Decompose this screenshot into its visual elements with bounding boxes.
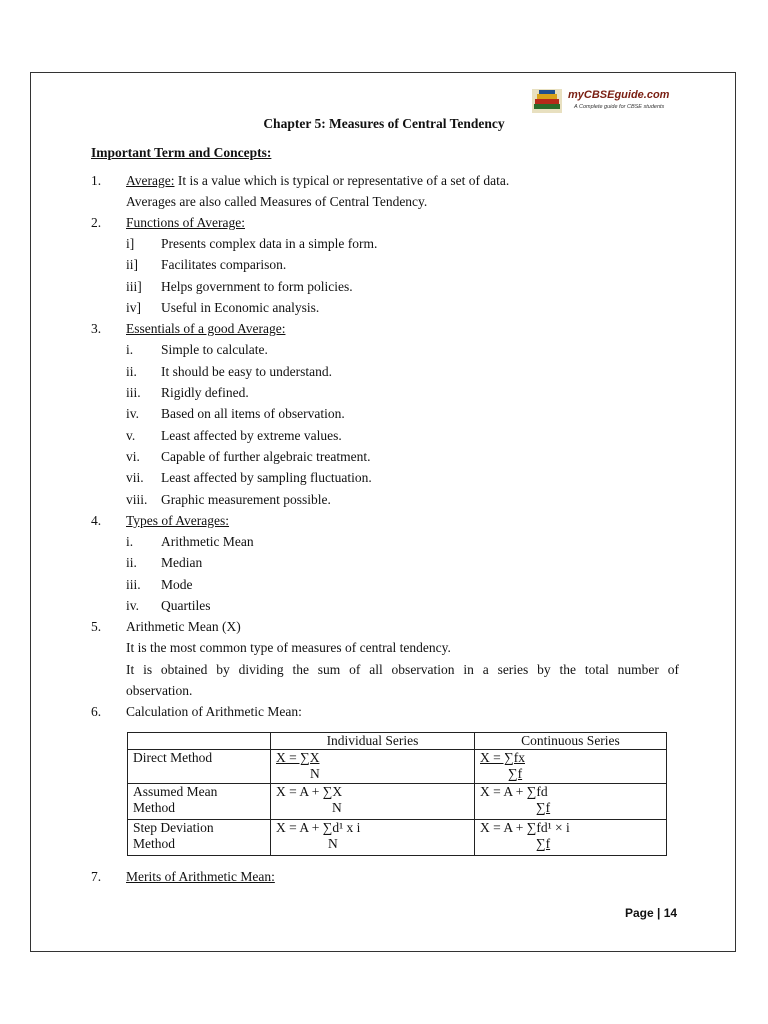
paragraph-line: It is the most common type of measures of central tendency.	[126, 640, 451, 655]
formula-denominator: ∑f	[508, 766, 523, 781]
formula-cell	[475, 784, 667, 820]
sub-item: Capable of further algebraic treatment.	[161, 449, 371, 464]
sub-item: Useful in Economic analysis.	[161, 300, 320, 315]
table-row	[128, 784, 667, 820]
sub-item: Based on all items of observation.	[161, 406, 345, 421]
table-header-cell: Individual Series	[271, 733, 475, 750]
sub-item: Facilitates comparison.	[161, 257, 287, 272]
brand-logo	[530, 86, 680, 116]
sub-marker: iii.	[126, 385, 141, 400]
sub-marker: ii]	[126, 257, 138, 272]
sub-marker: i]	[126, 236, 135, 251]
sub-marker: iv.	[126, 406, 139, 421]
sub-marker: iii.	[126, 577, 141, 592]
paragraph-line: observation.	[126, 683, 193, 698]
item-label: Calculation of Arithmetic Mean:	[126, 704, 302, 719]
formula-cell	[271, 820, 475, 856]
table-row	[128, 750, 667, 784]
sub-item: Mode	[161, 577, 193, 592]
formula-numerator: X = A + ∑fd	[480, 784, 548, 799]
formula-numerator: X = ∑X	[276, 750, 320, 765]
paragraph-line: It is obtained by dividing the sum of all observation in a series by the total number of	[126, 662, 679, 677]
formula-numerator: X = A + ∑X	[276, 784, 343, 799]
chapter-title: Chapter 5: Measures of Central Tendency	[263, 116, 505, 131]
section-heading: Important Term and Concepts:	[91, 145, 272, 160]
sub-item: Rigidly defined.	[161, 385, 249, 400]
sub-item: It should be easy to understand.	[161, 364, 332, 379]
item-label: Types of Averages:	[126, 513, 230, 528]
formula-denominator: ∑f	[536, 800, 551, 815]
item-number: 2.	[91, 215, 102, 230]
sub-marker: i.	[126, 342, 134, 357]
table-header-cell: Continuous Series	[475, 733, 667, 750]
sub-marker: v.	[126, 428, 136, 443]
formula-denominator: N	[310, 766, 320, 781]
table-header-row	[128, 733, 667, 750]
method-name: Step Deviation	[133, 820, 214, 835]
list-item	[126, 172, 509, 190]
formula-cell	[475, 750, 667, 784]
sub-marker: vii.	[126, 470, 144, 485]
logo-tagline: A Complete guide for CBSE students	[574, 104, 665, 110]
logo-brand-text: myCBSEguide.com	[568, 89, 670, 101]
sub-marker: iv.	[126, 598, 139, 613]
sub-item: Helps government to form policies.	[161, 279, 353, 294]
method-cell	[128, 784, 271, 820]
sub-item: Presents complex data in a simple form.	[161, 236, 378, 251]
item-label: Arithmetic Mean (X)	[126, 619, 241, 634]
sub-item: Simple to calculate.	[161, 342, 268, 357]
item-extra: Averages are also called Measures of Central Tendency.	[126, 194, 428, 209]
formula-denominator: ∑f	[536, 836, 551, 851]
item-label: Average:	[126, 173, 175, 188]
formula-denominator: N	[328, 836, 338, 851]
method-name-cont: Method	[133, 836, 175, 851]
method-name: Direct Method	[133, 750, 213, 765]
formula-numerator: X = A + ∑fd¹ × i	[480, 820, 570, 835]
formula-cell	[475, 820, 667, 856]
sub-marker: ii.	[126, 364, 137, 379]
sub-marker: ii.	[126, 555, 137, 570]
sub-item: Quartiles	[161, 598, 211, 613]
item-label: Merits of Arithmetic Mean:	[126, 869, 275, 884]
arithmetic-mean-table	[127, 732, 667, 856]
item-number: 1.	[91, 173, 102, 188]
formula-denominator: N	[332, 800, 342, 815]
table-row	[128, 820, 667, 856]
formula-cell	[271, 784, 475, 820]
method-name: Assumed Mean	[133, 784, 218, 799]
formula-numerator: X = A + ∑d¹ x i	[276, 820, 361, 835]
method-name-cont: Method	[133, 800, 175, 815]
sub-item: Arithmetic Mean	[161, 534, 254, 549]
books-icon	[530, 86, 566, 116]
item-number: 7.	[91, 869, 102, 884]
page-number: Page | 14	[625, 906, 678, 920]
sub-item: Graphic measurement possible.	[161, 492, 331, 507]
sub-marker: vi.	[126, 449, 140, 464]
sub-item: Least affected by sampling fluctuation.	[161, 470, 372, 485]
sub-item: Median	[161, 555, 203, 570]
method-cell	[128, 750, 271, 784]
sub-marker: i.	[126, 534, 134, 549]
sub-marker: iv]	[126, 300, 141, 315]
method-cell	[128, 820, 271, 856]
formula-cell	[271, 750, 475, 784]
sub-marker: viii.	[126, 492, 148, 507]
sub-item: Least affected by extreme values.	[161, 428, 342, 443]
sub-marker: iii]	[126, 279, 142, 294]
item-number: 4.	[91, 513, 102, 528]
item-number: 3.	[91, 321, 102, 336]
table-header-cell	[128, 733, 271, 750]
item-text: It is a value which is typical or representative of a set of data.	[174, 173, 510, 188]
item-number: 5.	[91, 619, 102, 634]
item-number: 6.	[91, 704, 102, 719]
item-label: Essentials of a good Average:	[126, 321, 286, 336]
item-label: Functions of Average:	[126, 215, 245, 230]
formula-numerator: X = ∑fx	[480, 750, 525, 765]
